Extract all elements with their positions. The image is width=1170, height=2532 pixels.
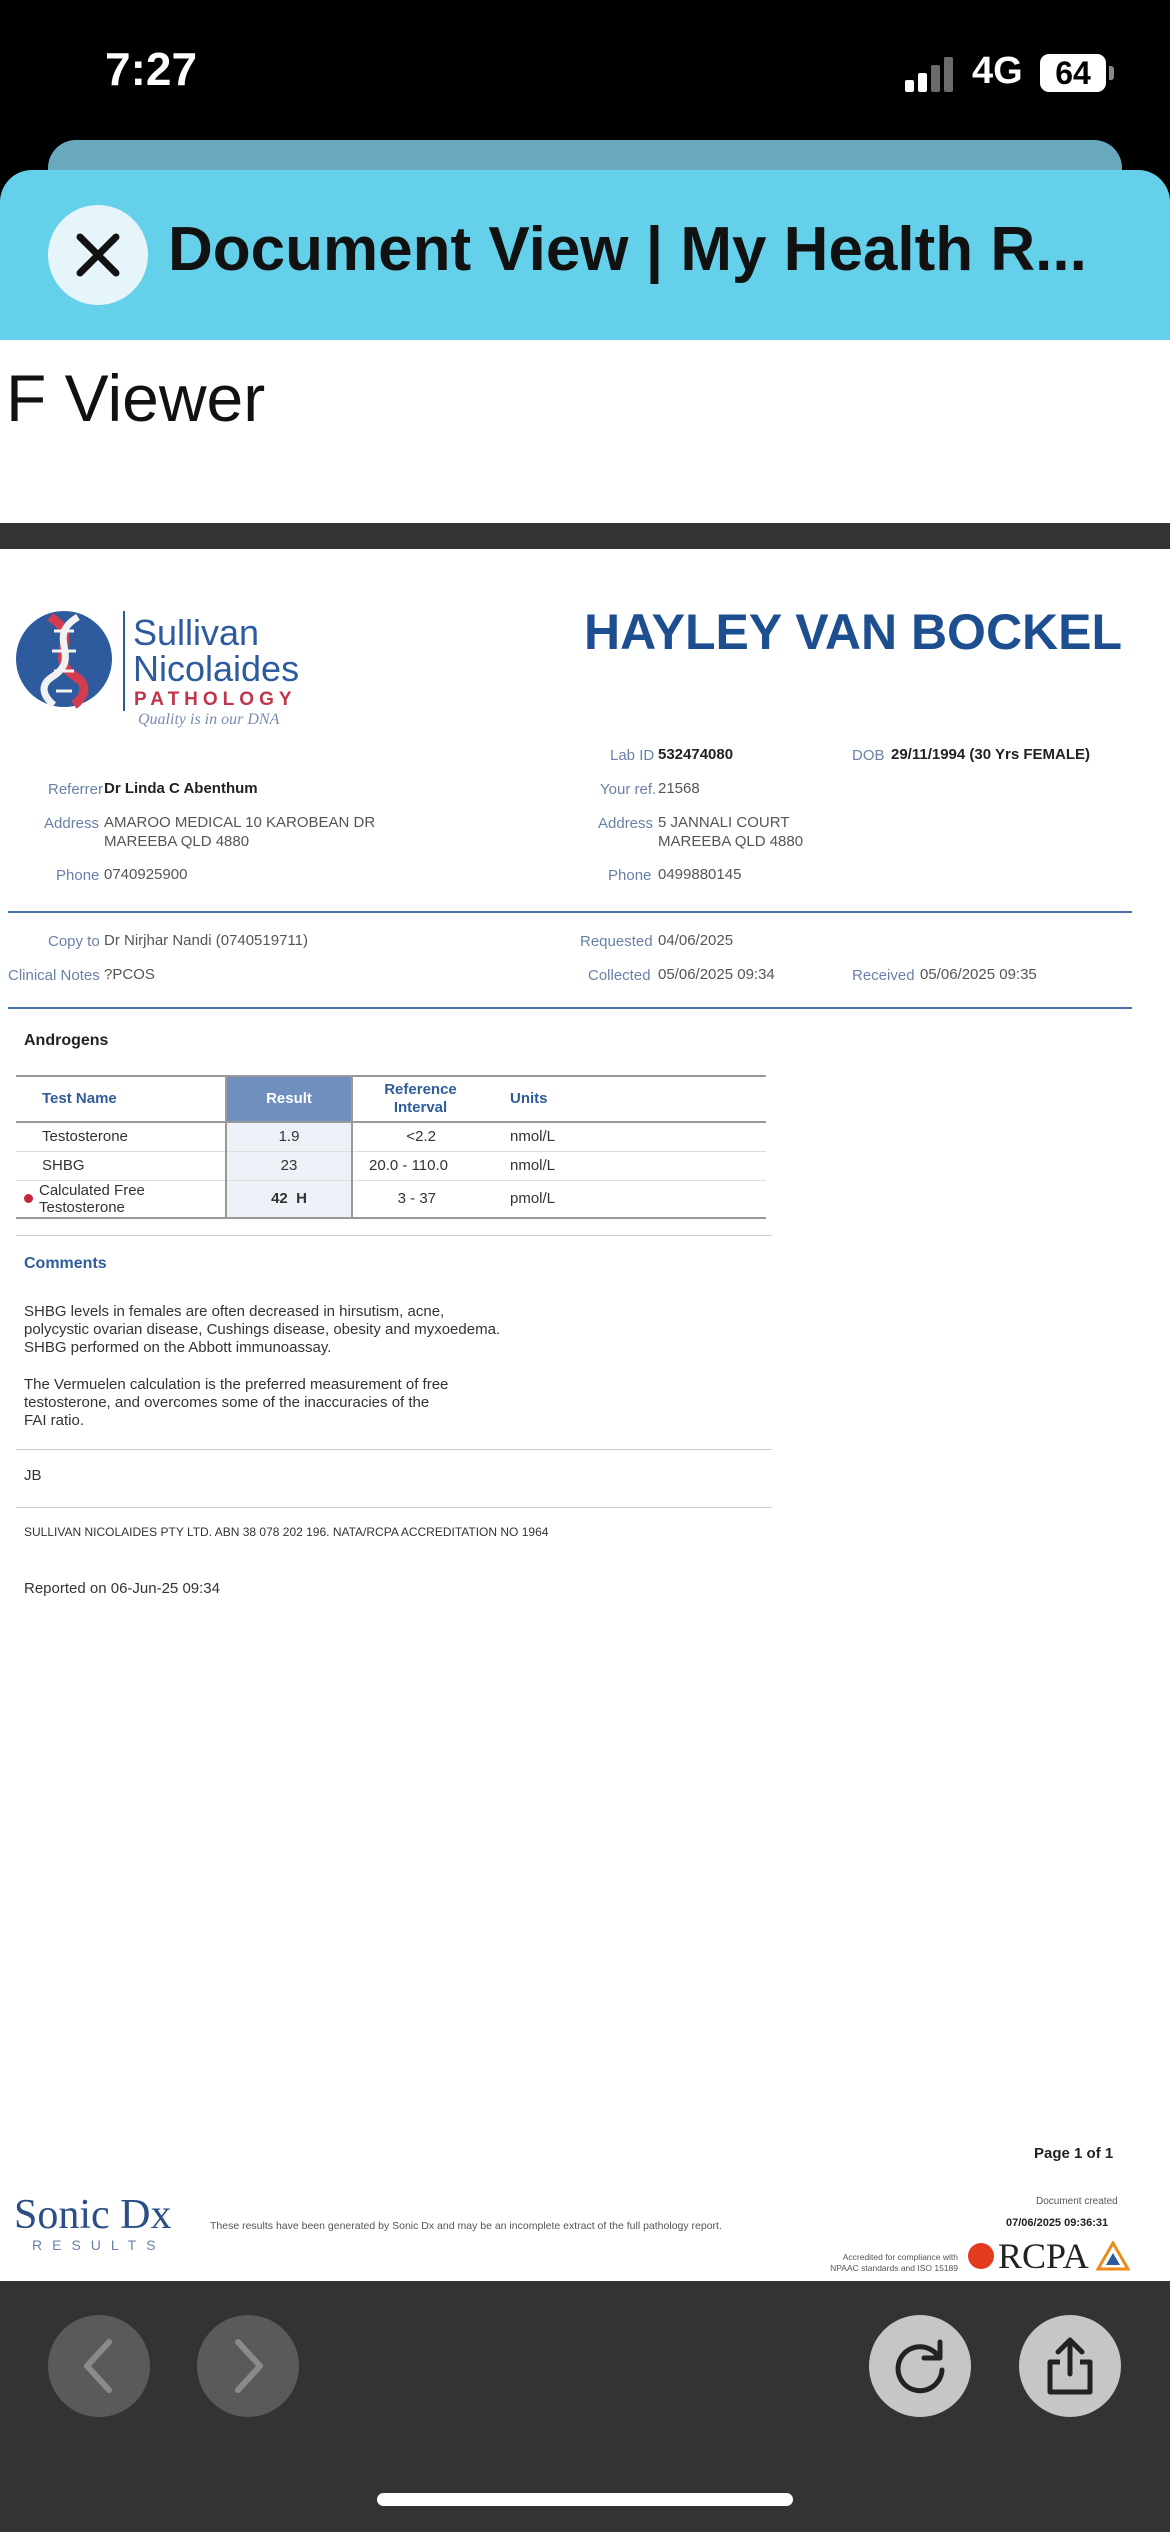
signal-icon xyxy=(905,52,955,92)
viewer-separator xyxy=(0,523,1170,549)
table-row xyxy=(16,1180,766,1218)
table-bottom-rule xyxy=(16,1235,772,1236)
dob-label: DOB xyxy=(852,747,885,764)
signoff-initials: JB xyxy=(24,1467,42,1484)
page-title: F Viewer xyxy=(6,361,266,435)
row-test: Testosterone xyxy=(16,1122,226,1151)
patient-phone-label: Phone xyxy=(608,867,652,884)
dob-value: 29/11/1994 (30 Yrs FEMALE) xyxy=(891,746,1090,763)
table-row xyxy=(16,1151,766,1180)
share-icon xyxy=(1040,2334,1100,2398)
footer-disclaimer: These results have been generated by Sonic Dx and may be an incomplete extract of the full pathology report. xyxy=(210,2220,722,2232)
row-spacer xyxy=(578,1180,766,1218)
lab-id-label: Lab ID xyxy=(610,747,655,764)
patient-address-label: Address xyxy=(598,815,654,832)
logo-divider xyxy=(123,611,125,711)
row-units: nmol/L xyxy=(488,1151,578,1180)
clinical-notes-label: Clinical Notes xyxy=(8,967,100,984)
lab-name-line2: Nicolaides xyxy=(133,648,300,689)
page-number: Page 1 of 1 xyxy=(1034,2145,1114,2162)
rcpa-sun-icon xyxy=(968,2243,994,2269)
your-ref-value: 21568 xyxy=(658,780,700,797)
col-spacer xyxy=(578,1076,766,1122)
collected-label: Collected xyxy=(588,967,651,984)
page-title-band xyxy=(0,340,1170,523)
results-table xyxy=(16,1075,766,1219)
lab-name-line1: Sullivan xyxy=(133,612,260,653)
col-result: Result xyxy=(226,1076,352,1122)
row-reference: 3 - 37 xyxy=(352,1180,488,1218)
lab-name xyxy=(133,612,300,689)
received-label: Received xyxy=(852,967,915,984)
requested-value: 04/06/2025 xyxy=(658,932,734,949)
row-result: 42 xyxy=(271,1190,288,1208)
row-result: 1.9 xyxy=(226,1122,352,1151)
abnormal-flag-icon xyxy=(24,1194,33,1203)
battery-icon: 64 xyxy=(1040,54,1106,92)
document-created-value: 07/06/2025 09:36:31 xyxy=(1006,2217,1109,2229)
row-test: SHBG xyxy=(16,1151,226,1180)
referrer-label: Referrer xyxy=(48,781,104,798)
row-units: pmol/L xyxy=(488,1180,578,1218)
referrer-phone-label: Phone xyxy=(56,867,100,884)
comment-paragraph-2: The Vermuelen calculation is the preferred measurement of free testosterone, and overcomes some of the inaccuracies of the FAI ratio. xyxy=(24,1376,449,1429)
chevron-right-icon xyxy=(226,2336,270,2396)
comments-rule xyxy=(16,1449,772,1450)
row-spacer xyxy=(578,1151,766,1180)
patient-phone-value: 0499880145 xyxy=(658,866,742,883)
header-rule xyxy=(8,911,1132,913)
home-indicator[interactable] xyxy=(377,2493,793,2506)
referrer-address-line2: MAREEBA QLD 4880 xyxy=(104,833,250,850)
copy-to-label: Copy to xyxy=(48,933,100,950)
row-result-flagged xyxy=(226,1180,352,1218)
received-value: 05/06/2025 09:35 xyxy=(920,966,1037,983)
patient-name: HAYLEY VAN BOCKEL xyxy=(584,604,1123,660)
lab-id-value: 532474080 xyxy=(658,746,734,763)
initials-rule xyxy=(16,1507,772,1508)
close-icon xyxy=(70,227,126,283)
row-flag: H xyxy=(296,1190,307,1208)
request-rule xyxy=(8,1007,1132,1009)
collected-value: 05/06/2025 09:34 xyxy=(658,966,775,983)
status-bar xyxy=(0,0,1170,150)
col-units: Units xyxy=(488,1076,578,1122)
reported-on: Reported on 06-Jun-25 09:34 xyxy=(24,1580,220,1597)
table-row xyxy=(16,1122,766,1151)
section-title-androgens: Androgens xyxy=(24,1032,109,1049)
row-test: Calculated Free Testosterone xyxy=(39,1181,145,1216)
sonic-dx-logo: Sonic Dx xyxy=(14,2192,172,2238)
referrer-address-label: Address xyxy=(44,815,100,832)
back-button[interactable] xyxy=(48,2315,150,2417)
row-spacer xyxy=(578,1122,766,1151)
results-header-row xyxy=(16,1076,766,1122)
comments-title: Comments xyxy=(24,1255,107,1272)
rcpa-text: RCPA xyxy=(998,2236,1089,2276)
close-button[interactable] xyxy=(48,205,148,305)
reload-icon xyxy=(888,2334,952,2398)
reload-button[interactable] xyxy=(869,2315,971,2417)
share-button[interactable] xyxy=(1019,2315,1121,2417)
battery-nub xyxy=(1109,66,1114,80)
sonic-dx-subtitle: RESULTS xyxy=(32,2237,166,2253)
lab-subtitle: PATHOLOGY xyxy=(134,689,297,710)
document-created-label: Document created xyxy=(1036,2196,1118,2207)
copy-to-value: Dr Nirjhar Nandi (0740519711) xyxy=(104,932,308,949)
col-reference: Reference Interval xyxy=(352,1076,488,1122)
row-units: nmol/L xyxy=(488,1122,578,1151)
clinical-notes-value: ?PCOS xyxy=(104,966,155,983)
forward-button[interactable] xyxy=(197,2315,299,2417)
requested-label: Requested xyxy=(580,933,653,950)
your-ref-label: Your ref. xyxy=(600,781,657,798)
patient-address-line1: 5 JANNALI COURT xyxy=(658,814,790,831)
network-type: 4G xyxy=(972,50,1023,92)
pathology-report[interactable] xyxy=(0,549,1170,2281)
lab-tagline: Quality is in our DNA xyxy=(138,711,280,728)
nata-logo-icon xyxy=(1096,2241,1130,2271)
row-reference: <2.2 xyxy=(352,1122,488,1151)
dna-logo-icon xyxy=(14,609,114,709)
rcpa-logo xyxy=(968,2235,1089,2277)
referrer-name: Dr Linda C Abenthum xyxy=(104,780,258,797)
patient-address-line2: MAREEBA QLD 4880 xyxy=(658,833,804,850)
sheet-header xyxy=(0,170,1170,340)
row-result: 23 xyxy=(226,1151,352,1180)
row-reference: 20.0 - 110.0 xyxy=(352,1151,488,1180)
referrer-address-line1: AMAROO MEDICAL 10 KAROBEAN DR xyxy=(104,814,376,831)
comment-paragraph-1: SHBG levels in females are often decreased in hirsutism, acne, polycystic ovarian disease, Cushings disease, obesity and myxoedema. SHBG performed on the Abbott immunoassay. xyxy=(24,1303,501,1356)
referrer-phone-value: 0740925900 xyxy=(104,866,188,883)
company-line: SULLIVAN NICOLAIDES PTY LTD. ABN 38 078 202 196. NATA/RCPA ACCREDITATION NO 1964 xyxy=(24,1525,549,1539)
row-test-cell xyxy=(16,1180,226,1218)
status-time: 7:27 xyxy=(105,43,198,95)
bottom-toolbar xyxy=(0,2281,1170,2532)
col-test-name: Test Name xyxy=(16,1076,226,1122)
sheet-title: Document View | My Health R... xyxy=(168,215,1087,284)
chevron-left-icon xyxy=(77,2336,121,2396)
accreditation-note: Accredited for compliance with NPAAC standards and ISO 15189 xyxy=(830,2252,958,2273)
